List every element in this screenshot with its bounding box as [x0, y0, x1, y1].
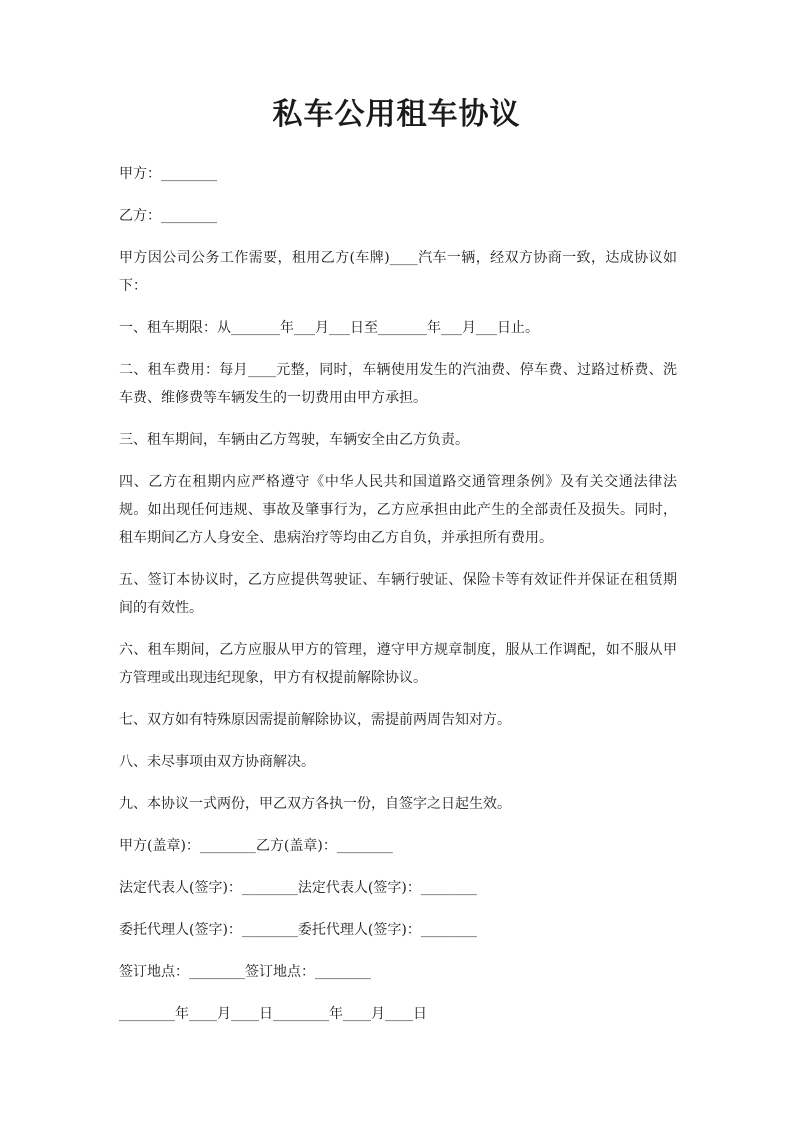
legal-representative-line: 法定代表人(签字)：________法定代表人(签字)：________: [119, 880, 477, 896]
document-body: [119, 160, 677, 1042]
signing-place-line: 签订地点：________签订地点：________: [119, 964, 371, 980]
authorized-agent-line: 委托代理人(签字)：________委托代理人(签字)：________: [119, 922, 477, 938]
signing-date-line: ________年____月____日________年____月____日: [119, 1006, 427, 1022]
party-b-line: 乙方：________: [119, 208, 217, 224]
party-a-line: 甲方：________: [119, 166, 217, 182]
clause-9-effectiveness: 九、本协议一式两份，甲乙双方各执一份，自签字之日起生效。: [119, 796, 511, 812]
clause-1-rental-term: 一、租车期限：从_______年___月___日至_______年___月___日止。: [119, 320, 539, 336]
clause-5-documents: 五、签订本协议时，乙方应提供驾驶证、车辆行驶证、保险卡等有效证件并保证在租赁期间的有效性。: [119, 572, 677, 616]
clause-8-other-matters: 八、未尽事项由双方协商解决。: [119, 754, 315, 770]
document-title: 私车公用租车协议: [272, 97, 521, 132]
clause-3-driving: 三、租车期间，车辆由乙方驾驶，车辆安全由乙方负责。: [119, 432, 469, 448]
clause-6-management: 六、租车期间，乙方应服从甲方的管理，遵守甲方规章制度，服从工作调配，如不服从甲方管理或出现违纪现象，甲方有权提前解除协议。: [119, 642, 677, 686]
clause-2-rental-fee: 二、租车费用：每月____元整，同时，车辆使用发生的汽油费、停车费、过路过桥费、洗车费、维修费等车辆发生的一切费用由甲方承担。: [119, 362, 677, 406]
seal-line: 甲方(盖章)：________乙方(盖章)：________: [119, 838, 393, 854]
clause-4-traffic-law: 四、乙方在租期内应严格遵守《中华人民共和国道路交通管理条例》及有关交通法律法规。如出现任何违规、事故及肇事行为，乙方应承担由此产生的全部责任及损失。同时，租车期间乙方人身安全、患病治疗等均由乙方自负，并承担所有费用。: [119, 474, 677, 546]
clause-7-termination: 七、双方如有特殊原因需提前解除协议，需提前两周告知对方。: [119, 712, 511, 728]
preamble-paragraph: 甲方因公司公务工作需要，租用乙方(车牌)____汽车一辆，经双方协商一致，达成协议如下：: [119, 250, 677, 294]
